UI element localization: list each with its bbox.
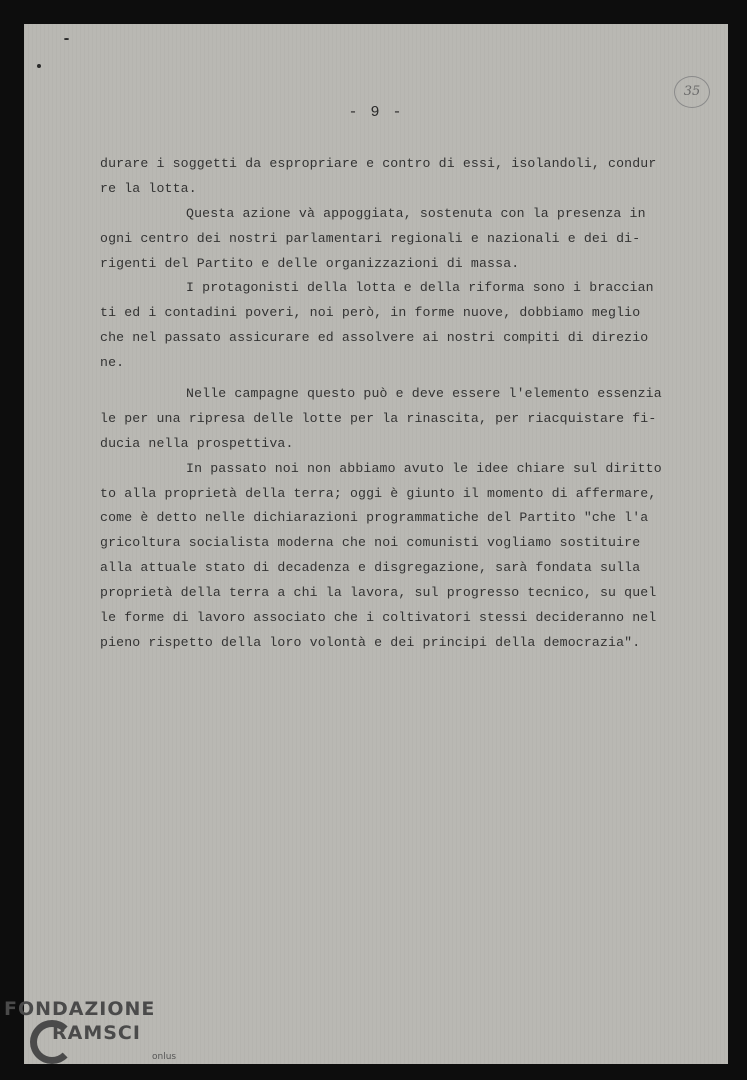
text-line: to alla proprietà della terra; oggi è giunto il momento di affermare,: [100, 485, 657, 501]
text-line: I protagonisti della lotta e della riforma sono i braccian: [186, 280, 654, 296]
text-line: pieno rispetto della loro volontà e dei principi della democrazia".: [100, 634, 641, 650]
text-line: le forme di lavoro associato che i coltivatori stessi decideranno nel: [100, 610, 657, 626]
text-line: ducia nella prospettiva.: [100, 435, 294, 451]
text-line: gricoltura socialista moderna che noi comunisti vogliamo sostituire: [100, 535, 641, 551]
text-line: proprietà della terra a chi la lavora, sul progresso tecnico, su quel: [100, 585, 657, 601]
text-line: alla attuale stato di decadenza e disgregazione, sarà fondata sulla: [100, 560, 641, 576]
text-line: che nel passato assicurare ed assolvere ai nostri compiti di direzio: [100, 330, 649, 346]
text-line: In passato noi non abbiamo avuto le idee chiare sul diritto: [186, 460, 662, 476]
page-number: - 9 -: [348, 104, 404, 121]
typewritten-text: [100, 152, 710, 656]
text-line: le per una ripresa delle lotte per la rinascita, per riacquistare fi-: [100, 410, 657, 426]
archive-stamp-number: 35: [674, 76, 710, 108]
fondazione-gramsci-watermark: [4, 998, 194, 1078]
text-line: ti ed i contadini poveri, noi però, in forme nuove, dobbiamo meglio: [100, 305, 641, 321]
corner-mark: [64, 38, 69, 40]
document-page: [24, 24, 728, 1064]
text-line: durare i soggetti da espropriare e contro di essi, isolandoli, condur: [100, 156, 657, 171]
watermark-onlus: onlus: [152, 1052, 177, 1062]
text-line: rigenti del Partito e delle organizzazioni di massa.: [100, 255, 520, 271]
watermark-line1: FONDAZIONE: [4, 998, 156, 1020]
text-line: ogni centro dei nostri parlamentari regionali e nazionali e dei di-: [100, 230, 641, 246]
text-line: Questa azione và appoggiata, sostenuta con la presenza in: [186, 205, 646, 221]
hole-mark: [37, 64, 41, 68]
text-line: re la lotta.: [100, 180, 197, 196]
watermark-line2: RAMSCI: [52, 1022, 141, 1044]
text-line: Nelle campagne questo può e deve essere l'elemento essenzia: [186, 386, 662, 402]
text-line: come è detto nelle dichiarazioni programmatiche del Partito "che l'a: [100, 510, 649, 526]
text-line: ne.: [100, 355, 125, 371]
